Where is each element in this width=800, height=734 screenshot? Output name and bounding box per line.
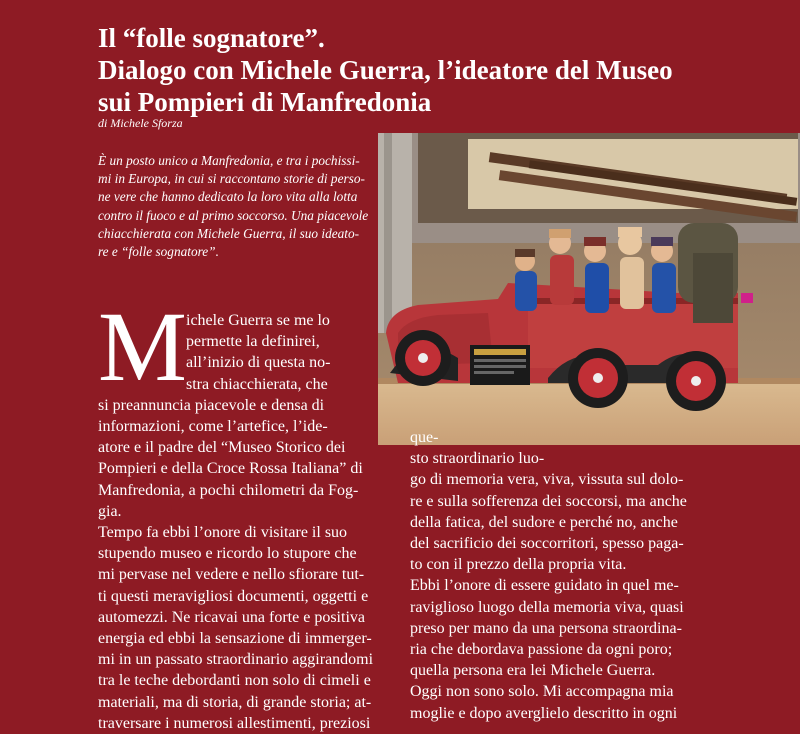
body-line: que- (410, 429, 439, 446)
fire-truck-illustration (378, 133, 800, 445)
intro-paragraph (98, 152, 383, 261)
sticker (741, 293, 753, 303)
body-line: stra chiacchierata, che (186, 375, 328, 393)
body-line: del sacrificio dei soccorritori, spesso paga- (410, 535, 684, 553)
body-line: ichele Guerra se me lo (186, 312, 330, 329)
body-line: della fatica, del sudore e perché no, anche (410, 513, 678, 531)
body-line: mi in un passato straordinario aggirandomi (98, 651, 374, 669)
body-line: atore e il padre del “Museo Storico dei (98, 439, 346, 457)
body-line: re e sulla sofferenza dei soccorsi, ma anche (410, 492, 687, 510)
byline: di Michele Sforza (98, 116, 183, 130)
body-line: ria che debordava passione da ogni poro; (410, 641, 673, 659)
body-line: Pompieri e della Croce Rossa Italiana” di (98, 460, 363, 478)
intro-line: re e “folle sognatore”. (98, 244, 219, 260)
body-line: Manfredonia, a pochi chilometri da Fog- (98, 481, 359, 499)
fire-truck-photo (378, 133, 800, 445)
body-line: gia. (98, 502, 122, 520)
body-line: informazioni, come l’artefice, l’ide- (98, 418, 328, 436)
body-line: materiali, ma di storia, di grande storia; at- (98, 693, 372, 711)
body-line: ti questi meravigliosi documenti, oggetti e (98, 587, 369, 605)
intro-line: mi in Europa, in cui si raccontano storie di perso- (98, 171, 365, 187)
article-title (98, 22, 788, 118)
title-line: Il “folle sognatore”. (98, 23, 325, 53)
body-line: sto straordinario luo- (410, 450, 545, 468)
body-column-1 (98, 310, 398, 734)
body-line: go di memoria vera, viva, vissuta sul dolo- (410, 471, 684, 489)
body-column-2 (410, 427, 710, 724)
body-line: raviglioso luogo della memoria viva, quasi (410, 598, 684, 616)
body-line: si preannuncia piacevole e densa di (98, 396, 325, 414)
title-line: Dialogo con Michele Guerra, l’ideatore del Museo (98, 55, 673, 85)
body-line: all’inizio di questa no- (186, 354, 331, 372)
body-line: Tempo fa ebbi l’onore di visitare il suo (98, 524, 348, 542)
body-line: energia ed ebbi la sensazione di immerger- (98, 630, 372, 648)
body-line: stupendo museo e ricordo lo stupore che (98, 545, 357, 563)
intro-line: È un posto unico a Manfredonia, e tra i pochissi- (98, 153, 360, 168)
body-line: moglie e dopo averglielo descritto in ogni (410, 704, 678, 722)
body-line: tra le teche debordanti non solo di cimeli e (98, 672, 371, 690)
body-line: preso per mano da una persona straordina- (410, 619, 682, 637)
body-line: Ebbi l’onore di essere guidato in quel me- (410, 577, 679, 595)
body-line: to con il prezzo della propria vita. (410, 556, 627, 574)
body-line: Oggi non sono solo. Mi accompagna mia (410, 683, 674, 701)
drop-cap: M (98, 291, 187, 402)
body-line: automezzi. Ne ricavai una forte e positiva (98, 608, 365, 626)
intro-line: contro il fuoco e al primo soccorso. Una piacevole (98, 207, 369, 223)
body-line: mi pervase nel vedere e nello sfiorare tut- (98, 566, 365, 584)
intro-line: ne vere che hanno dedicato la loro vita alla lotta (98, 189, 358, 205)
body-line: quella persona era lei Michele Guerra. (410, 662, 656, 680)
title-line: sui Pompieri di Manfredonia (98, 87, 432, 117)
body-line: traversare i numerosi allestimenti, preziosi (98, 714, 371, 732)
body-line: permette la definirei, (186, 333, 320, 351)
intro-line: chiacchierata con Michele Guerra, il suo ideato- (98, 225, 360, 241)
